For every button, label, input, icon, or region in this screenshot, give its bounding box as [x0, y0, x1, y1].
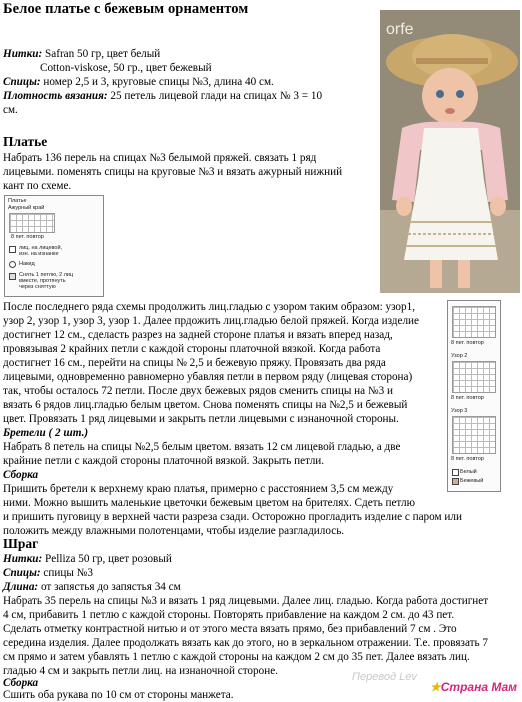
- legend-beige: Бежевый: [460, 478, 484, 484]
- dress-line: Набрать 136 перель на спицах №3 белымой пряжей. связать 1 ряд: [3, 152, 317, 164]
- intro-needles: [3, 75, 274, 89]
- chart1-legend: вместе, протянуть: [19, 278, 66, 284]
- scarf-line: гладью 4 см и закрыть петли лиц. на изнаночной стороне.: [3, 665, 278, 677]
- pattern3-grid: [452, 416, 496, 454]
- scarf-needles-label: Спицы:: [3, 567, 41, 579]
- yarn-label: Нитки:: [3, 48, 43, 60]
- scarf-line: середина изделия. Далее продолжать вязать как до этого, но в зеркальном отражении. Т.е. провязать 7: [3, 637, 489, 649]
- yarn-text-2: Cotton-viskose, 50 гр., цвет бежевый: [40, 62, 212, 74]
- scarf-needles-text: спицы №3: [40, 567, 93, 579]
- dress-line: лицевыми. поменять спицы на круговые №3 и вязать ажурный нижний: [3, 166, 343, 178]
- pattern2-repeat: 8 пет. повтор: [451, 395, 484, 401]
- pattern3-repeat: 8 пет. повтор: [451, 456, 484, 462]
- scarf-length-text: от запястья до запястья 34 см: [38, 581, 181, 593]
- intro-density: [3, 89, 322, 103]
- scarf-yarn: [3, 552, 172, 566]
- beige-swatch-icon: [452, 478, 459, 485]
- translator-watermark: Перевод Lev: [352, 671, 417, 683]
- doll-illustration: [380, 10, 520, 293]
- chart1-legend: Снять 1 петлю, 2 лиц: [19, 272, 74, 278]
- straps-heading: Бретели ( 2 шт.): [3, 427, 89, 439]
- density-text: 25 петель лицевой глади на спицах № 3 = 10: [107, 90, 323, 102]
- knit-symbol-icon: [9, 246, 16, 253]
- chart1-legend: через сняттую: [19, 284, 56, 290]
- dress-heading: Платье: [3, 134, 48, 149]
- site-watermark: [430, 680, 517, 694]
- body-line: После последнего ряда схемы продолжить лиц.гладью с узором таким образом: узор1,: [3, 301, 416, 313]
- scarf-assembly-line: Сшить оба рукава по 10 см от стороны манжета.: [3, 689, 234, 701]
- yarn-over-icon: [9, 261, 16, 268]
- assembly-line: ними. Можно вышить маленькие цветочки бежевым цветом на брителях. Сдеть петлю: [3, 497, 415, 509]
- yarn-text: Safran 50 гр, цвет белый: [42, 48, 161, 60]
- white-swatch-icon: [452, 469, 459, 476]
- body-line: вязать 6 рядов лиц.гладью белым цветом. Снова поменять спицы на №2,5 и бежевый: [3, 399, 408, 411]
- photo-logo: orfe: [386, 21, 414, 38]
- body-line: цвет. Провязать 1 ряд лицевыми и закрыть петли лицевыми с изнаночной стороны.: [3, 413, 399, 425]
- pattern-charts: [447, 300, 501, 492]
- pattern1-grid: [452, 306, 496, 338]
- chart1-subtitle: Ажурный край: [8, 205, 45, 211]
- needles-label: Спицы:: [3, 76, 41, 88]
- page-title: Белое платье с бежевым орнаментом: [3, 1, 249, 17]
- chart1-grid: [9, 213, 55, 233]
- pattern3-label: Узор 3: [451, 408, 468, 414]
- assembly-line: и пришить пуговицу в верхней части разреза сзади. Осторожно прогладить изделие с паром или: [3, 511, 462, 523]
- chart1-legend: Накид: [19, 261, 35, 267]
- straps-line: крайние петли с каждой стороны платочной вязкой. Закрыть петли.: [3, 455, 325, 467]
- chart1-legend: изн. на изнанке: [19, 251, 59, 257]
- body-line: провязывая 2 крайних петли с каждой стороны платочной вязкой. Когда работа: [3, 343, 381, 355]
- lace-edge-chart: [4, 195, 104, 297]
- body-line: достигнет 12 см., сделасть разрез на задней стороне платья и вязать вперед назад,: [3, 329, 393, 341]
- density-label: Плотность вязания:: [3, 90, 108, 102]
- dress-line: кант по схеме.: [3, 180, 72, 192]
- scarf-heading: Шраг: [3, 536, 39, 551]
- scarf-line: Набрать 35 перель на спицы №3 и вязать 1 ряд лицевыми. Далее лиц. гладью. Когда работа достигнет: [3, 595, 489, 607]
- scarf-length: [3, 580, 181, 594]
- site-watermark-text: Страна Мам: [440, 680, 518, 694]
- chart1-legend: лиц. на лицевой,: [19, 245, 63, 251]
- body-line: лицевыми, одновременно равномерно убавляя петли в первом ряду (лицевая сторона): [3, 371, 413, 383]
- scarf-assembly-heading: Сборка: [3, 677, 39, 689]
- legend-white: Белый: [460, 469, 477, 475]
- pattern2-grid: [452, 361, 496, 393]
- density-text-2: см.: [3, 104, 18, 116]
- assembly-line: положить между влажными полотенцами, чтобы изделие разгладилось.: [3, 525, 345, 537]
- scarf-line: 4 см, прибавить 1 петлю с каждой стороны. Повторять прибавление на каждом 2 см. до 43 пет.: [3, 609, 455, 621]
- body-line: достигнет 16 см., перейти на спицы № 2,5 и бежевую пряжу. Провязать два ряда: [3, 357, 386, 369]
- scarf-line: см прямо и затем убавлять 1 петлю с каждой стороны на каждом 2 см до 35 пет. Далее вязать лиц.: [3, 651, 470, 663]
- scarf-line: Сделать отметку контрастной нитью и от этого места вязать прямо, без прибавлений 7 см . Это: [3, 623, 457, 635]
- needles-text: номер 2,5 и 3, круговые спицы №3, длина 40 см.: [40, 76, 274, 88]
- assembly-heading: Сборка: [3, 469, 39, 481]
- intro-yarn: [3, 47, 160, 61]
- chart1-title: Платье: [8, 198, 27, 204]
- body-line: узор 2, узор 1, узор 3, узор 1. Далее прдожить лиц.гладью белой пряжей. Когда изделие: [3, 315, 420, 327]
- straps-line: Набрать 8 петель на спицы №2,5 белым цветом. вязать 12 см лицевой гладью, а две: [3, 441, 401, 453]
- slip-stitch-icon: [9, 273, 16, 280]
- pattern1-repeat: 8 пет. повтор: [451, 340, 484, 346]
- pattern2-label: Узор 2: [451, 353, 468, 359]
- scarf-yarn-label: Нитки:: [3, 553, 43, 565]
- star-icon: ★: [430, 680, 441, 694]
- scarf-needles: [3, 566, 93, 580]
- doll-photo: [380, 10, 520, 293]
- chart1-repeat: 8 пет. повтор: [11, 234, 44, 240]
- body-line: так, чтобы осталось 72 петли. После двух бежевых рядов сменить спицы на №3 и: [3, 385, 393, 397]
- assembly-line: Пришить бретели к верхнему краю платья, примерно с расстоянием 3,5 см между: [3, 483, 394, 495]
- scarf-yarn-text: Pelliza 50 гр, цвет розовый: [42, 553, 172, 565]
- scarf-length-label: Длина:: [3, 581, 39, 593]
